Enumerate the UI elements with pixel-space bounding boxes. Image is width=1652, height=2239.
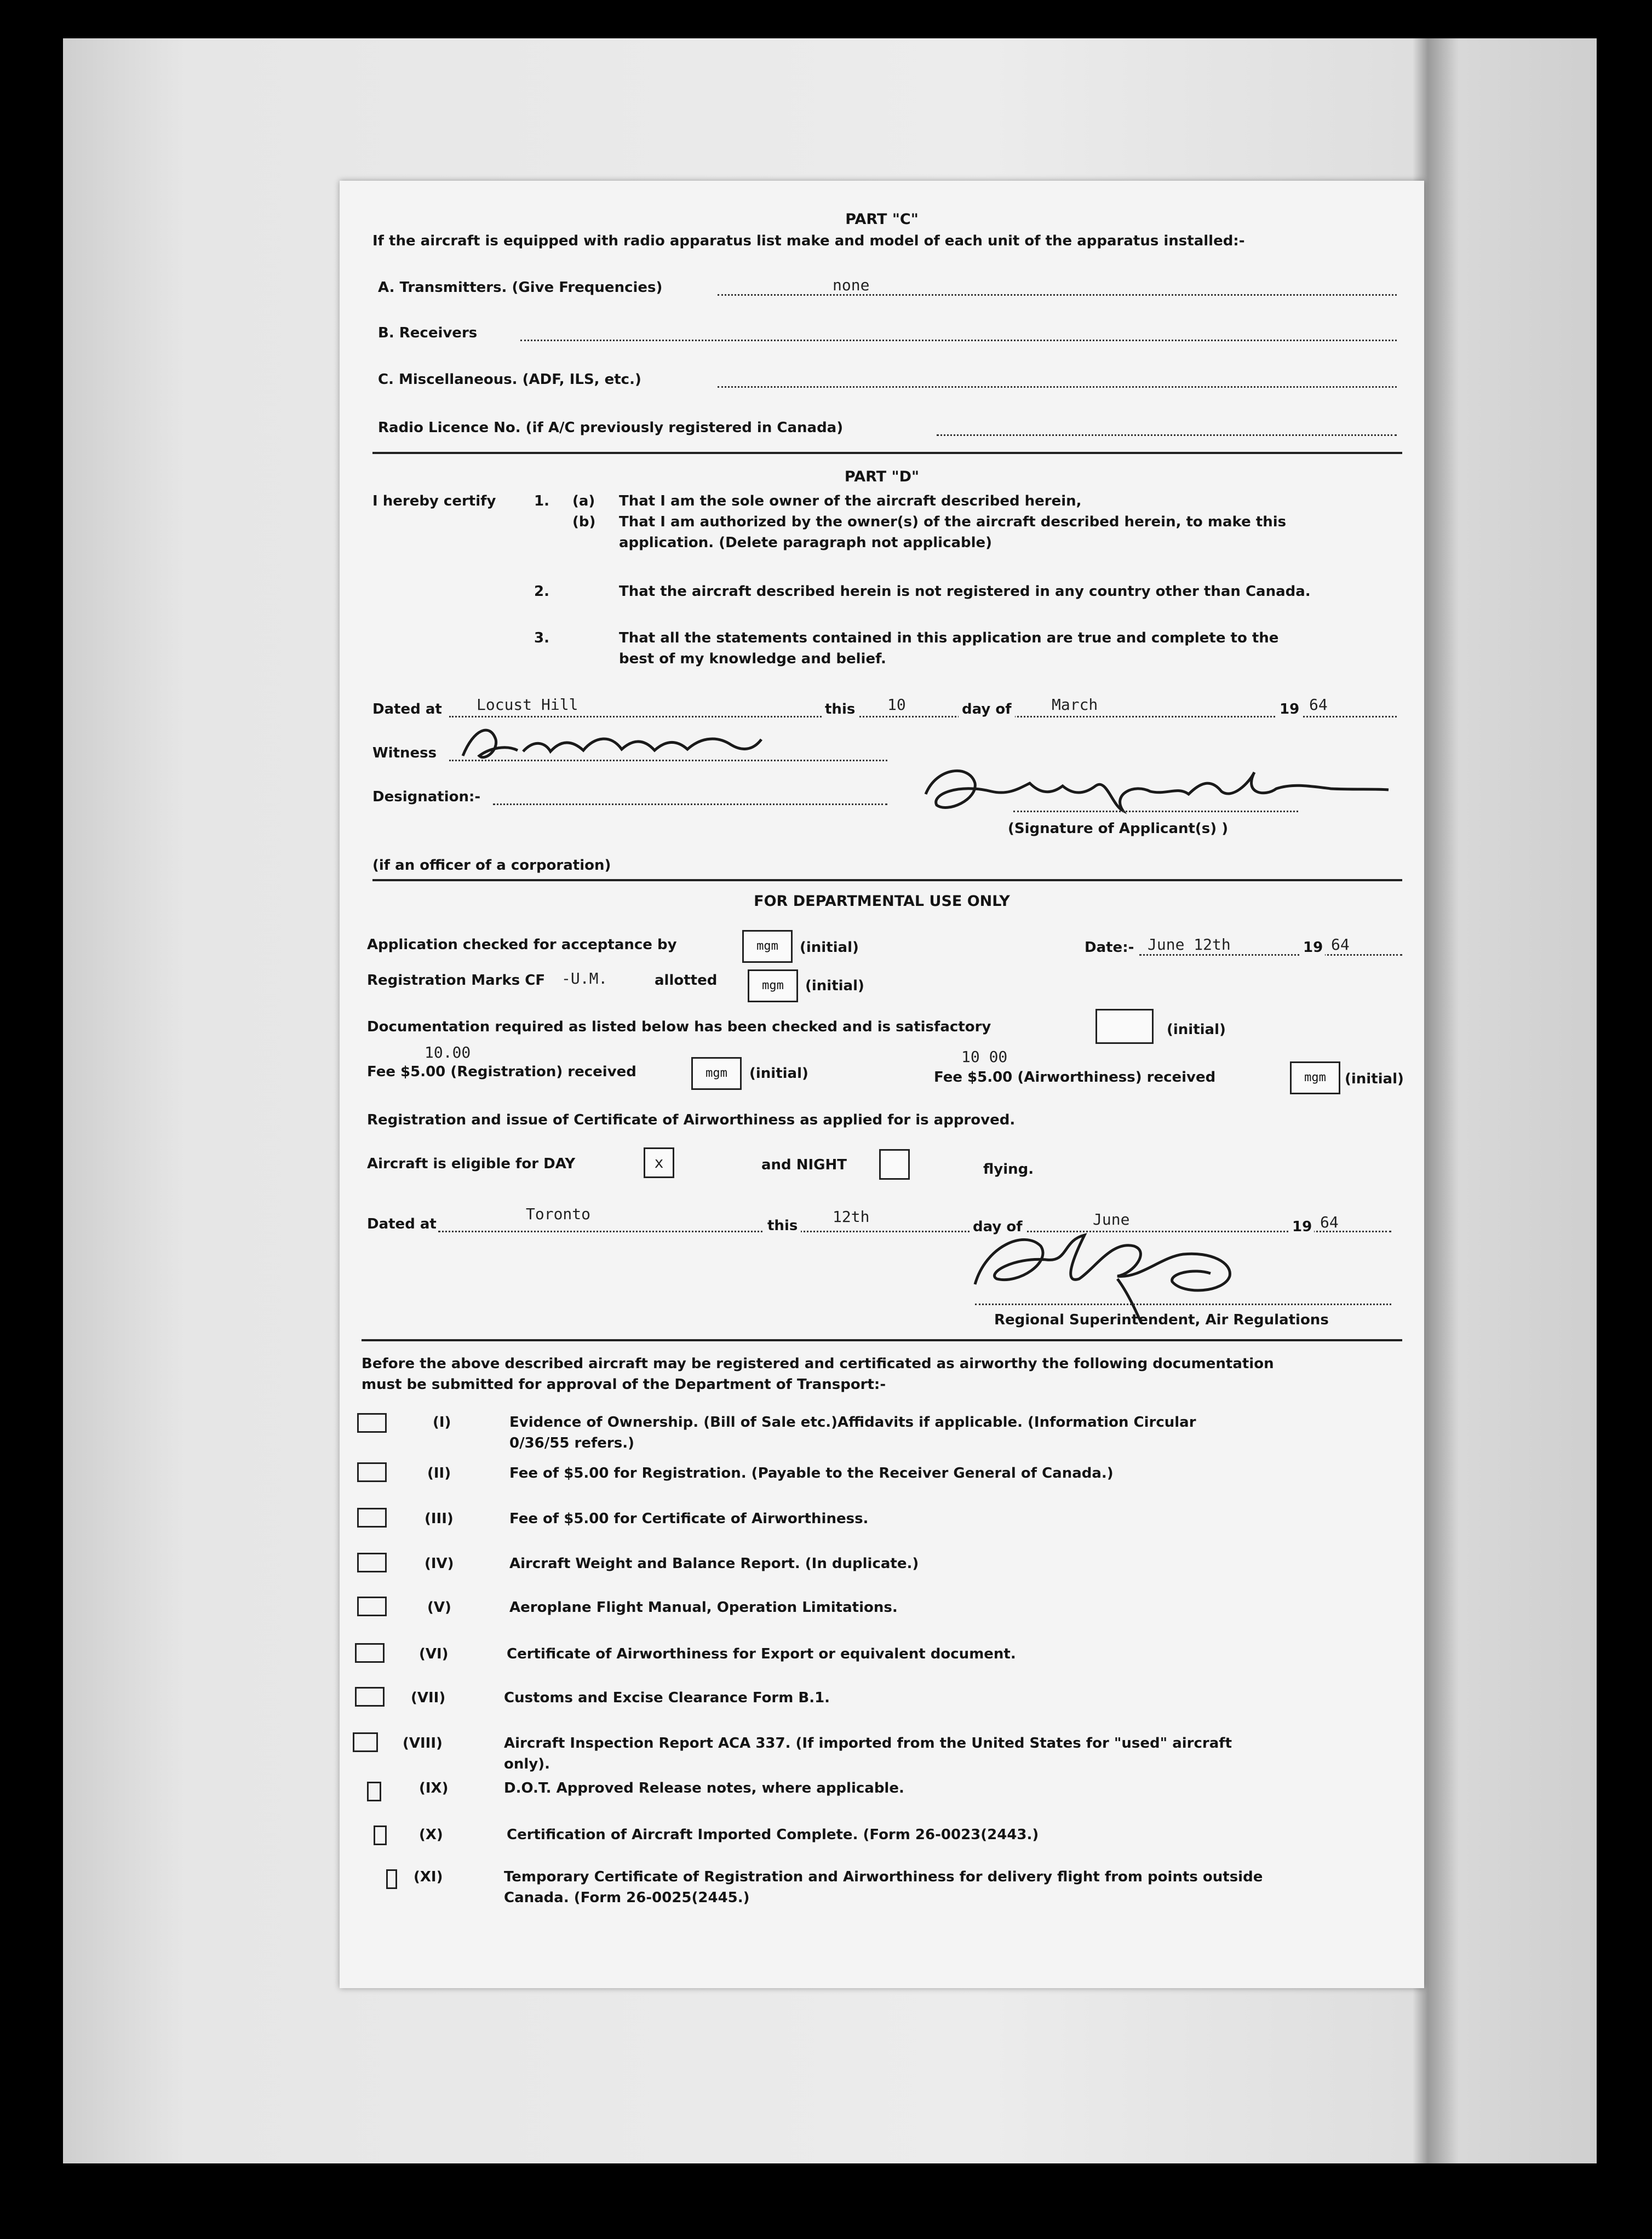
officer-label: (if an officer of a corporation)	[372, 857, 611, 874]
checklist-text-5: Aeroplane Flight Manual, Operation Limitations.	[509, 1599, 898, 1616]
dept-year-value: 64	[1320, 1213, 1339, 1231]
checklist-box-7	[355, 1687, 385, 1707]
night-checkbox	[879, 1149, 910, 1180]
checklist-num-1: (I)	[433, 1414, 451, 1431]
checklist-text-4: Aircraft Weight and Balance Report. (In duplicate.)	[509, 1555, 919, 1572]
issue-label: Registration and issue of Certificate of Airworthiness as applied for is approved.	[367, 1112, 1016, 1128]
item-3-num: 3.	[534, 630, 549, 646]
fee-reg-amount: 10.00	[425, 1043, 471, 1061]
checklist-text-9: D.O.T. Approved Release notes, where applicable.	[504, 1780, 904, 1796]
receivers-label: B. Receivers	[378, 325, 478, 341]
before-line-2: must be submitted for approval of the Department of Transport:-	[362, 1376, 886, 1393]
certify-label: I hereby certify	[372, 493, 496, 509]
checklist-text-7: Customs and Excise Clearance Form B.1.	[504, 1690, 830, 1706]
superintendent-label: Regional Superintendent, Air Regulations	[994, 1312, 1329, 1328]
checklist-num-5: (V)	[427, 1599, 451, 1616]
fee-reg-initial-label: (initial)	[749, 1065, 808, 1082]
fee-air-initial-label: (initial)	[1345, 1071, 1404, 1087]
dept-dated-at-line	[438, 1231, 1391, 1232]
witness-signature	[457, 717, 764, 772]
reg-marks-value: -U.M.	[561, 969, 608, 988]
item-b: (b)	[572, 514, 596, 530]
fee-air-amount: 10 00	[961, 1048, 1008, 1066]
dept-day-of-label: day of	[970, 1219, 1026, 1235]
date-line	[1139, 954, 1402, 956]
misc-line	[718, 386, 1397, 388]
checklist-text-1: Evidence of Ownership. (Bill of Sale etc.)Affidavits if applicable. (Information Circular	[509, 1414, 1196, 1431]
checklist-box-3	[357, 1508, 387, 1528]
dept-this-label: this	[764, 1218, 801, 1234]
checked-initials-stamp: mgm	[742, 930, 793, 963]
receivers-line	[520, 340, 1397, 341]
checklist-num-9: (IX)	[419, 1780, 449, 1796]
checklist-text-1b: 0/36/55 refers.)	[509, 1435, 634, 1451]
date-year-value: 64	[1331, 935, 1350, 954]
transmitters-label: A. Transmitters. (Give Frequencies)	[378, 279, 663, 296]
signature-label: (Signature of Applicant(s) )	[1008, 820, 1229, 837]
checklist-num-11: (XI)	[414, 1869, 443, 1885]
item-b-text-2: application. (Delete paragraph not applicable)	[619, 535, 993, 551]
documentation-initial-label: (initial)	[1167, 1021, 1226, 1038]
dept-heading: FOR DEPARTMENTAL USE ONLY	[754, 893, 1010, 910]
checked-label: Application checked for acceptance by	[367, 937, 677, 953]
checklist-text-11: Temporary Certificate of Registration and Airworthiness for delivery flight from points outside	[504, 1869, 1263, 1885]
superintendent-signature	[953, 1224, 1238, 1323]
dept-dated-at-value: Toronto	[526, 1205, 591, 1223]
dated-at-label: Dated at	[372, 701, 442, 717]
misc-label: C. Miscellaneous. (ADF, ILS, etc.)	[378, 371, 641, 388]
item-3-text-b: best of my knowledge and belief.	[619, 651, 886, 667]
fee-air-initials-stamp: mgm	[1290, 1061, 1340, 1094]
checklist-num-8: (VIII)	[403, 1735, 443, 1752]
checklist-box-1	[357, 1413, 387, 1433]
checklist-box-4	[357, 1553, 387, 1572]
fee-air-label: Fee $5.00 (Airworthiness) received	[934, 1069, 1216, 1086]
dated-at-value: Locust Hill	[477, 696, 578, 714]
checklist-box-6	[355, 1643, 385, 1663]
date-value: June 12th	[1148, 935, 1231, 954]
item-1-num: 1.	[534, 493, 549, 509]
signature-line	[1013, 811, 1298, 812]
year-prefix: 19	[1276, 701, 1303, 717]
checklist-num-10: (X)	[419, 1827, 443, 1843]
item-a-text: That I am the sole owner of the aircraft described herein,	[619, 493, 1082, 509]
part-d-heading: PART "D"	[844, 468, 920, 485]
checklist-box-10	[374, 1825, 387, 1845]
day-of-label: day of	[959, 701, 1015, 717]
checklist-box-5	[357, 1597, 387, 1616]
checklist-box-2	[357, 1462, 387, 1482]
fee-reg-initials-stamp: mgm	[691, 1057, 742, 1090]
year-value: 64	[1309, 696, 1328, 714]
this-label: this	[822, 701, 858, 717]
radio-licence-line	[937, 434, 1397, 436]
radio-licence-label: Radio Licence No. (if A/C previously registered in Canada)	[378, 420, 844, 436]
transmitters-line	[718, 294, 1397, 296]
documentation-initial-box	[1095, 1009, 1154, 1044]
reg-marks-initial-label: (initial)	[805, 978, 864, 994]
eligible-label: Aircraft is eligible for DAY	[367, 1156, 576, 1172]
superintendent-line	[975, 1304, 1391, 1305]
transmitters-value: none	[833, 276, 870, 294]
divider-d-dept	[372, 879, 1402, 881]
date-year-prefix: 19	[1301, 939, 1325, 956]
night-label: and NIGHT	[761, 1157, 847, 1173]
checklist-num-2: (II)	[427, 1465, 451, 1482]
item-3-text-a: That all the statements contained in this application are true and complete to the	[619, 630, 1279, 646]
checklist-num-7: (VII)	[411, 1690, 446, 1706]
day-value: 10	[887, 696, 906, 714]
checked-initial-label: (initial)	[800, 939, 859, 956]
divider-dept-before	[362, 1339, 1402, 1341]
checklist-num-3: (III)	[425, 1511, 454, 1527]
checklist-box-9	[367, 1782, 381, 1801]
checklist-text-2: Fee of $5.00 for Registration. (Payable to the Receiver General of Canada.)	[509, 1465, 1114, 1482]
divider-c-d	[372, 452, 1402, 454]
checklist-box-8	[353, 1732, 378, 1752]
before-line-1: Before the above described aircraft may be registered and certificated as airworthy the following documentation	[362, 1356, 1274, 1372]
item-a: (a)	[572, 493, 595, 509]
checklist-text-10: Certification of Aircraft Imported Complete. (Form 26-0023(2443.)	[507, 1827, 1039, 1843]
checklist-text-8: Aircraft Inspection Report ACA 337. (If imported from the United States for "used" aircraft	[504, 1735, 1232, 1752]
part-c-intro: If the aircraft is equipped with radio apparatus list make and model of each unit of the apparatus installed:-	[372, 233, 1245, 249]
item-2-text: That the aircraft described herein is not registered in any country other than Canada.	[619, 583, 1311, 600]
applicant-signature	[915, 761, 1391, 822]
designation-line	[493, 803, 887, 805]
registration-form-page	[340, 181, 1424, 1988]
month-value: March	[1052, 696, 1098, 714]
dept-dated-at-label: Dated at	[367, 1216, 437, 1232]
fee-reg-label: Fee $5.00 (Registration) received	[367, 1064, 636, 1080]
checklist-text-11b: Canada. (Form 26-0025(2445.)	[504, 1890, 750, 1906]
checklist-text-8b: only).	[504, 1756, 550, 1772]
witness-label: Witness	[372, 745, 437, 761]
checklist-text-3: Fee of $5.00 for Certificate of Airworthiness.	[509, 1511, 869, 1527]
designation-label: Designation:-	[372, 789, 481, 805]
allotted-label: allotted	[655, 972, 718, 989]
documentation-label: Documentation required as listed below has been checked and is satisfactory	[367, 1019, 991, 1035]
checklist-box-11	[386, 1869, 397, 1889]
dept-day-value: 12th	[833, 1208, 870, 1226]
item-b-text-1: That I am authorized by the owner(s) of the aircraft described herein, to make this	[619, 514, 1287, 530]
flying-label: flying.	[983, 1161, 1034, 1178]
reg-marks-label: Registration Marks CF	[367, 972, 546, 989]
reg-marks-initials-stamp: mgm	[748, 969, 798, 1002]
day-checkbox: x	[644, 1147, 674, 1178]
dept-year-prefix: 19	[1290, 1219, 1314, 1235]
checklist-num-6: (VI)	[419, 1646, 449, 1662]
part-c-heading: PART "C"	[845, 211, 919, 228]
item-2-num: 2.	[534, 583, 549, 600]
dept-month-value: June	[1093, 1210, 1130, 1228]
checklist-text-6: Certificate of Airworthiness for Export or equivalent document.	[507, 1646, 1016, 1662]
date-label: Date:-	[1085, 939, 1134, 956]
checklist-num-4: (IV)	[425, 1555, 454, 1572]
